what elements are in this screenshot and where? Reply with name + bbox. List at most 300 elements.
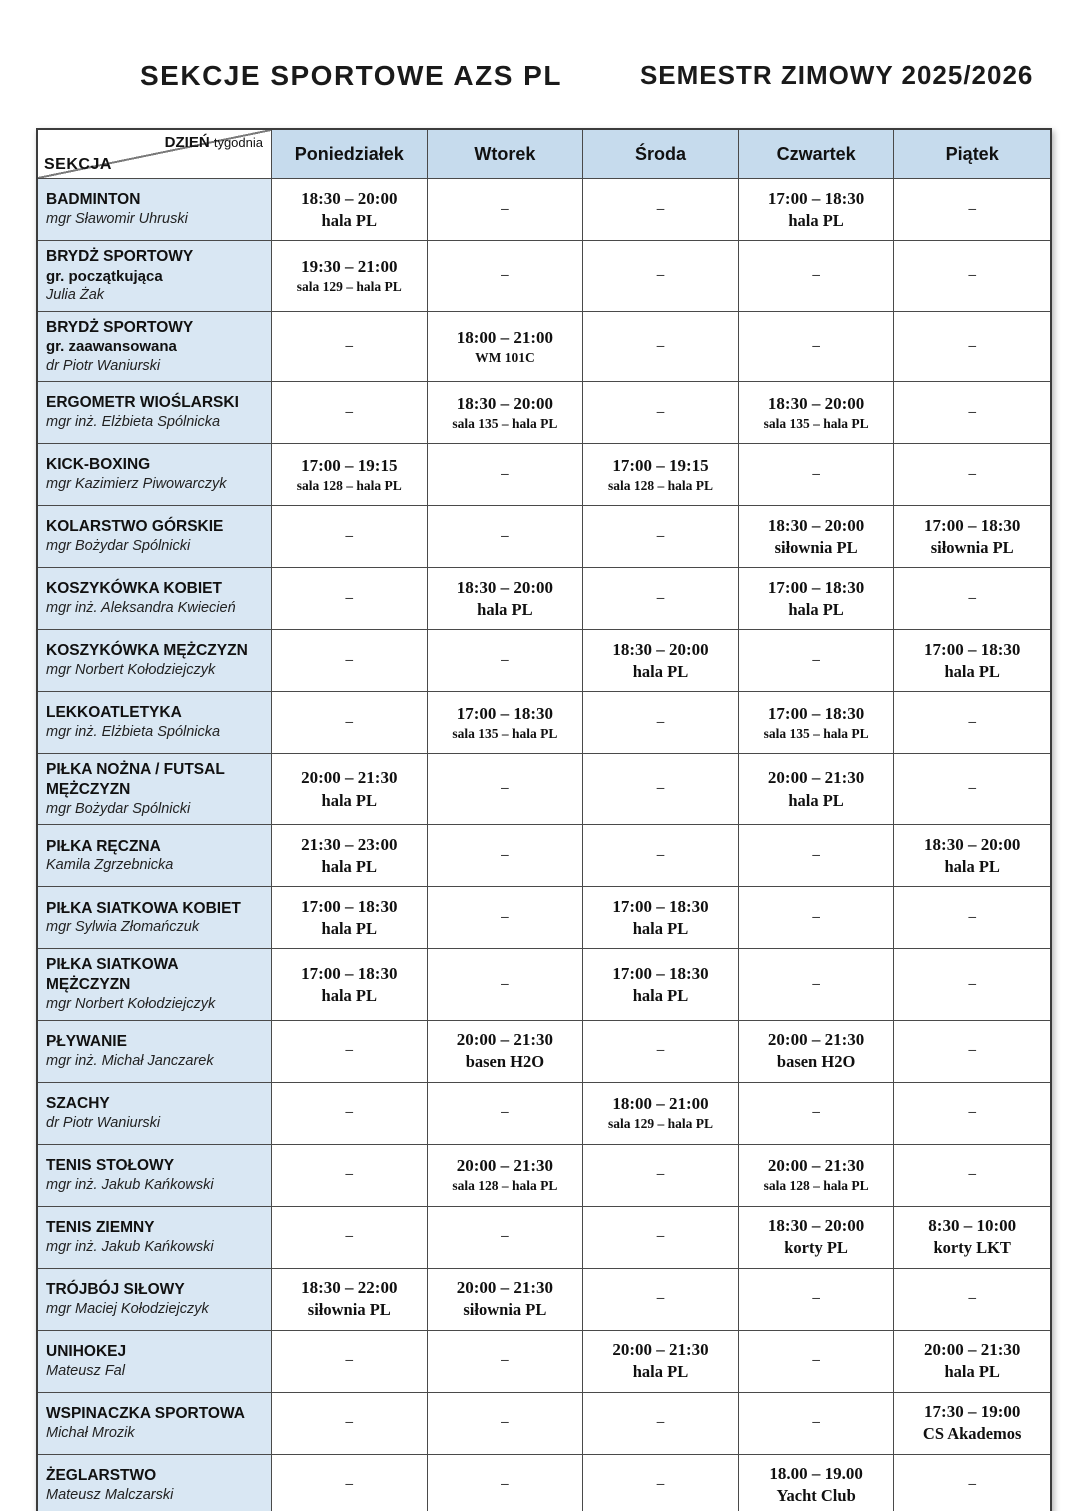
table-row: [38, 1331, 1050, 1393]
cell-time: 17:00 – 18:30: [767, 577, 865, 597]
table-row: [38, 506, 1050, 568]
section-coach: Michał Mrozik: [46, 1424, 135, 1441]
day-cell: [428, 1331, 584, 1392]
cell-empty: –: [812, 1104, 820, 1121]
day-cell: [739, 1393, 895, 1454]
section-group: gr. zaawansowana: [46, 338, 177, 356]
day-cell: [739, 1083, 895, 1144]
section-coach: mgr inż. Michał Janczarek: [46, 1052, 214, 1069]
corner-day-sub: tygodnia: [213, 135, 263, 150]
cell-place: hala PL: [788, 599, 844, 619]
table-row: [38, 1207, 1050, 1269]
corner-cell: [38, 130, 272, 178]
day-cell: [739, 506, 895, 567]
section-cell: [38, 1207, 272, 1268]
cell-empty: –: [968, 200, 976, 217]
day-cell: [428, 1269, 584, 1330]
day-cell: [583, 1269, 739, 1330]
cell-time: 19:30 – 21:00: [301, 256, 398, 276]
section-coach: mgr Bożydar Spólnicki: [46, 538, 191, 555]
section-coach: dr Piotr Waniurski: [46, 357, 161, 374]
day-cell: [583, 506, 739, 567]
cell-empty: –: [501, 651, 509, 668]
cell-empty: –: [345, 1228, 354, 1245]
cell-time: 18:00 – 21:00: [612, 1094, 709, 1114]
day-cell: [428, 312, 584, 382]
section-coach: mgr Bożydar Spólnicki: [46, 800, 191, 817]
cell-place: siłownia PL: [463, 1300, 547, 1320]
cell-empty: –: [968, 337, 976, 354]
cell-empty: –: [968, 1290, 976, 1307]
cell-place: hala PL: [788, 210, 844, 230]
cell-empty: –: [812, 465, 820, 482]
table-row: [38, 1269, 1050, 1331]
day-cell: [583, 568, 739, 629]
day-cell: [272, 1083, 428, 1144]
section-cell: [38, 179, 272, 240]
cell-place: siłownia PL: [930, 537, 1014, 557]
cell-place: Yacht Club: [776, 1486, 856, 1506]
day-cell: [583, 825, 739, 886]
day-cell: [428, 754, 584, 824]
day-cell: [894, 692, 1050, 753]
section-coach: mgr Sylwia Złomańczuk: [46, 919, 200, 936]
day-cell: [428, 1207, 584, 1268]
cell-place: hala PL: [632, 985, 689, 1005]
cell-empty: –: [501, 780, 509, 797]
day-cell: [583, 754, 739, 824]
section-name: KOSZYKÓWKA MĘŻCZYZN: [46, 642, 248, 660]
cell-empty: –: [656, 589, 665, 606]
cell-time: 20:00 – 21:30: [456, 1156, 554, 1176]
day-cell: [583, 179, 739, 240]
day-cell: [894, 179, 1050, 240]
cell-time: 20:00 – 21:30: [612, 1340, 709, 1360]
table-row: [38, 1455, 1050, 1511]
day-cell: [739, 1269, 895, 1330]
cell-time: 18:00 – 21:00: [456, 327, 554, 347]
day-cell: [894, 825, 1050, 886]
cell-empty: –: [656, 267, 665, 284]
day-cell: [583, 630, 739, 691]
cell-time: 17:00 – 18:30: [612, 897, 709, 917]
day-cell: [428, 825, 584, 886]
table-row: [38, 179, 1050, 241]
day-cell: [739, 630, 895, 691]
cell-empty: –: [501, 1228, 509, 1245]
section-name: PIŁKA SIATKOWA KOBIET: [46, 899, 241, 917]
cell-place: hala PL: [788, 790, 844, 810]
cell-empty: –: [345, 1476, 354, 1493]
cell-empty: –: [501, 1476, 509, 1493]
section-name: LEKKOATLETYKA: [46, 704, 182, 722]
cell-empty: –: [501, 200, 509, 217]
table-row: [38, 241, 1050, 312]
cell-place: sala 135 – hala PL: [452, 725, 558, 741]
cell-empty: –: [968, 1042, 976, 1059]
cell-empty: –: [656, 780, 665, 797]
cell-empty: –: [812, 337, 820, 354]
cell-empty: –: [968, 589, 976, 606]
section-cell: [38, 312, 272, 382]
schedule-body: [38, 179, 1050, 1511]
day-cell: [583, 312, 739, 382]
day-header-tuesday: Wtorek: [428, 130, 584, 178]
cell-place: sala 128 – hala PL: [452, 1178, 558, 1194]
section-cell: [38, 825, 272, 886]
day-cell: [428, 1083, 584, 1144]
day-cell: [272, 887, 428, 948]
day-cell: [428, 179, 584, 240]
section-cell: [38, 382, 272, 443]
day-cell: [894, 382, 1050, 443]
day-cell: [272, 382, 428, 443]
day-cell: [428, 1393, 584, 1454]
day-cell: [894, 1269, 1050, 1330]
section-cell: [38, 1021, 272, 1082]
day-cell: [272, 179, 428, 240]
day-cell: [428, 444, 584, 505]
cell-place: basen H2O: [776, 1052, 856, 1072]
cell-place: hala PL: [944, 857, 1000, 877]
day-cell: [272, 1331, 428, 1392]
cell-empty: –: [656, 1166, 665, 1183]
section-name: TENIS ZIEMNY: [46, 1218, 155, 1236]
cell-empty: –: [345, 713, 354, 730]
day-cell: [272, 241, 428, 311]
day-cell: [739, 1207, 895, 1268]
day-cell: [894, 1145, 1050, 1206]
cell-empty: –: [656, 403, 665, 420]
cell-empty: –: [656, 200, 665, 217]
day-cell: [428, 568, 584, 629]
cell-place: sala 135 – hala PL: [763, 725, 869, 741]
cell-empty: –: [812, 975, 820, 992]
section-name: PŁYWANIE: [46, 1032, 127, 1050]
cell-empty: –: [656, 1290, 665, 1307]
cell-place: hala PL: [632, 661, 689, 681]
day-cell: [583, 1021, 739, 1082]
section-coach: mgr inż. Elżbieta Spólnicka: [46, 414, 221, 431]
section-name: BRYDŻ SPORTOWY: [46, 318, 194, 336]
cell-empty: –: [656, 1476, 665, 1493]
section-coach: dr Piotr Waniurski: [46, 1114, 161, 1131]
day-cell: [739, 754, 895, 824]
cell-place: WM 101C: [475, 349, 535, 365]
cell-time: 17:00 – 18:30: [301, 897, 398, 917]
cell-time: 17:00 – 19:15: [301, 455, 398, 475]
cell-time: 17:00 – 18:30: [612, 963, 709, 983]
cell-empty: –: [501, 1352, 509, 1369]
cell-place: siłownia PL: [774, 537, 858, 557]
cell-empty: –: [812, 1290, 820, 1307]
day-cell: [894, 1021, 1050, 1082]
day-header-thursday: Czwartek: [739, 130, 895, 178]
cell-time: 20:00 – 21:30: [301, 768, 398, 788]
day-cell: [428, 506, 584, 567]
day-cell: [583, 1145, 739, 1206]
day-cell: [428, 241, 584, 311]
table-row: [38, 949, 1050, 1020]
day-cell: [583, 1207, 739, 1268]
cell-empty: –: [501, 1414, 509, 1431]
table-row: [38, 1021, 1050, 1083]
day-cell: [583, 1331, 739, 1392]
section-name: KICK-BOXING: [46, 456, 151, 474]
cell-place: sala 129 – hala PL: [296, 279, 402, 295]
day-cell: [739, 312, 895, 382]
day-cell: [894, 312, 1050, 382]
section-name: PIŁKA NOŻNA / FUTSAL MĘŻCZYZN: [46, 761, 225, 798]
section-cell: [38, 692, 272, 753]
cell-empty: –: [345, 651, 354, 668]
day-cell: [583, 692, 739, 753]
cell-place: hala PL: [321, 985, 378, 1005]
day-cell: [272, 754, 428, 824]
day-cell: [583, 1455, 739, 1511]
section-cell: [38, 1393, 272, 1454]
section-cell: [38, 1331, 272, 1392]
section-cell: [38, 1455, 272, 1511]
section-cell: [38, 506, 272, 567]
cell-empty: –: [656, 1042, 665, 1059]
cell-empty: –: [968, 909, 976, 926]
cell-empty: –: [968, 267, 976, 284]
cell-place: hala PL: [477, 599, 533, 619]
cell-empty: –: [812, 267, 820, 284]
section-name: KOLARSTWO GÓRSKIE: [46, 518, 224, 536]
cell-time: 17:00 – 18:30: [767, 188, 865, 208]
day-cell: [739, 444, 895, 505]
cell-time: 17:00 – 18:30: [456, 703, 554, 723]
cell-time: 18:30 – 20:00: [456, 393, 554, 413]
section-name: ERGOMETR WIOŚLARSKI: [46, 394, 239, 412]
page-title: SEKCJE SPORTOWE AZS PL: [140, 60, 562, 91]
cell-place: korty PL: [784, 1238, 848, 1258]
day-cell: [583, 382, 739, 443]
table-row: [38, 382, 1050, 444]
section-cell: [38, 949, 272, 1019]
day-cell: [739, 568, 895, 629]
section-coach: Mateusz Fal: [46, 1362, 125, 1379]
day-cell: [583, 949, 739, 1019]
day-cell: [272, 1145, 428, 1206]
section-coach: mgr Norbert Kołodziejczyk: [46, 662, 216, 679]
cell-place: sala 135 – hala PL: [452, 415, 558, 431]
day-cell: [739, 241, 895, 311]
day-cell: [894, 1207, 1050, 1268]
day-cell: [272, 692, 428, 753]
cell-empty: –: [812, 909, 820, 926]
day-cell: [739, 1455, 895, 1511]
section-coach: Julia Żak: [46, 287, 105, 304]
day-cell: [428, 1145, 584, 1206]
cell-empty: –: [345, 403, 354, 420]
day-cell: [739, 179, 895, 240]
section-name: BRYDŻ SPORTOWY: [46, 248, 194, 265]
cell-time: 18:30 – 20:00: [767, 515, 865, 535]
cell-empty: –: [968, 465, 976, 482]
cell-time: 17:00 – 18:30: [767, 703, 865, 723]
day-cell: [583, 444, 739, 505]
cell-empty: –: [501, 975, 509, 992]
cell-time: 18:30 – 20:00: [924, 835, 1021, 855]
section-name: WSPINACZKA SPORTOWA: [46, 1404, 245, 1422]
table-row: [38, 825, 1050, 887]
cell-time: 18:30 – 20:00: [301, 188, 398, 208]
cell-place: hala PL: [632, 919, 689, 939]
cell-empty: –: [968, 780, 976, 797]
day-cell: [272, 1393, 428, 1454]
cell-place: sala 135 – hala PL: [763, 415, 869, 431]
day-header-friday: Piątek: [894, 130, 1050, 178]
day-cell: [894, 949, 1050, 1019]
day-cell: [739, 692, 895, 753]
section-name: UNIHOKEJ: [46, 1342, 127, 1360]
section-coach: mgr Kazimierz Piwowarczyk: [46, 476, 227, 493]
day-cell: [739, 1021, 895, 1082]
section-coach: mgr inż. Jakub Kańkowski: [46, 1238, 214, 1255]
cell-time: 17:00 – 18:30: [301, 963, 398, 983]
table-row: [38, 312, 1050, 383]
section-cell: [38, 887, 272, 948]
section-cell: [38, 1145, 272, 1206]
day-cell: [894, 754, 1050, 824]
cell-empty: –: [968, 975, 976, 992]
day-cell: [583, 1393, 739, 1454]
corner-day-label: [165, 134, 263, 151]
section-cell: [38, 754, 272, 824]
cell-empty: –: [656, 337, 665, 354]
day-cell: [428, 630, 584, 691]
table-row: [38, 1083, 1050, 1145]
day-cell: [739, 949, 895, 1019]
cell-empty: –: [345, 1104, 354, 1121]
cell-place: sala 128 – hala PL: [607, 477, 713, 493]
cell-time: 17:00 – 19:15: [612, 455, 709, 475]
cell-place: hala PL: [321, 919, 378, 939]
header-row: [38, 130, 1050, 179]
cell-time: 20:00 – 21:30: [767, 1156, 865, 1176]
day-cell: [272, 568, 428, 629]
section-coach: mgr inż. Jakub Kańkowski: [46, 1176, 214, 1193]
day-cell: [428, 949, 584, 1019]
cell-empty: –: [345, 527, 354, 544]
section-coach: mgr inż. Elżbieta Spólnicka: [46, 724, 221, 741]
cell-place: hala PL: [321, 857, 378, 877]
semester-title: SEMESTR ZIMOWY 2025/2026: [639, 60, 1034, 90]
day-cell: [272, 949, 428, 1019]
section-coach: mgr inż. Aleksandra Kwiecień: [46, 600, 236, 617]
day-cell: [894, 630, 1050, 691]
cell-empty: –: [345, 1042, 354, 1059]
cell-time: 17:30 – 19:00: [924, 1402, 1021, 1422]
cell-time: 20:00 – 21:30: [924, 1340, 1021, 1360]
day-cell: [739, 1331, 895, 1392]
cell-place: hala PL: [632, 1362, 689, 1382]
table-row: [38, 887, 1050, 949]
table-row: [38, 444, 1050, 506]
day-cell: [272, 444, 428, 505]
section-group: gr. początkująca: [46, 267, 163, 285]
section-name: TRÓJBÓJ SIŁOWY: [46, 1280, 185, 1298]
cell-place: sala 128 – hala PL: [296, 477, 402, 493]
day-cell: [428, 887, 584, 948]
section-coach: mgr Norbert Kołodziejczyk: [46, 995, 216, 1012]
cell-place: siłownia PL: [307, 1300, 391, 1320]
cell-time: 20:00 – 21:30: [456, 1278, 554, 1298]
day-cell: [272, 312, 428, 382]
section-name: PIŁKA SIATKOWA MĘŻCZYZN: [46, 956, 179, 994]
section-cell: [38, 1083, 272, 1144]
cell-time: 21:30 – 23:00: [301, 835, 398, 855]
cell-place: CS Akademos: [922, 1424, 1022, 1444]
cell-empty: –: [968, 403, 976, 420]
corner-section-label: SEKCJA: [44, 156, 112, 173]
day-cell: [272, 1269, 428, 1330]
day-cell: [272, 506, 428, 567]
cell-time: 18:30 – 20:00: [767, 1216, 865, 1236]
cell-empty: –: [812, 1352, 820, 1369]
day-cell: [894, 506, 1050, 567]
cell-place: hala PL: [944, 1362, 1000, 1382]
cell-place: korty LKT: [933, 1238, 1011, 1258]
day-cell: [272, 825, 428, 886]
day-cell: [739, 382, 895, 443]
cell-empty: –: [345, 1166, 354, 1183]
day-cell: [583, 241, 739, 311]
cell-empty: –: [501, 1104, 509, 1121]
cell-time: 20:00 – 21:30: [767, 1030, 865, 1050]
cell-empty: –: [968, 713, 976, 730]
cell-empty: –: [656, 527, 665, 544]
day-cell: [894, 1393, 1050, 1454]
cell-empty: –: [656, 1414, 665, 1431]
cell-empty: –: [501, 527, 509, 544]
section-name: TENIS STOŁOWY: [46, 1156, 175, 1174]
day-cell: [739, 1145, 895, 1206]
table-row: [38, 568, 1050, 630]
cell-empty: –: [501, 267, 509, 284]
cell-time: 20:00 – 21:30: [456, 1030, 554, 1050]
table-row: [38, 630, 1050, 692]
section-cell: [38, 444, 272, 505]
day-cell: [894, 1331, 1050, 1392]
day-cell: [894, 568, 1050, 629]
table-row: [38, 754, 1050, 825]
day-cell: [894, 444, 1050, 505]
cell-empty: –: [968, 1166, 976, 1183]
cell-place: hala PL: [321, 210, 378, 230]
schedule-table: [36, 128, 1052, 1511]
day-cell: [428, 382, 584, 443]
day-cell: [272, 1455, 428, 1511]
section-coach: Mateusz Malczarski: [46, 1486, 174, 1503]
cell-empty: –: [656, 713, 665, 730]
cell-empty: –: [968, 1104, 976, 1121]
table-row: [38, 1145, 1050, 1207]
section-cell: [38, 241, 272, 311]
cell-time: 18:30 – 22:00: [301, 1278, 398, 1298]
cell-empty: –: [501, 465, 509, 482]
day-cell: [739, 825, 895, 886]
cell-empty: –: [656, 1228, 665, 1245]
cell-empty: –: [345, 337, 354, 354]
cell-place: basen H2O: [465, 1052, 545, 1072]
day-cell: [894, 887, 1050, 948]
cell-place: sala 128 – hala PL: [763, 1178, 869, 1194]
cell-empty: –: [345, 589, 354, 606]
